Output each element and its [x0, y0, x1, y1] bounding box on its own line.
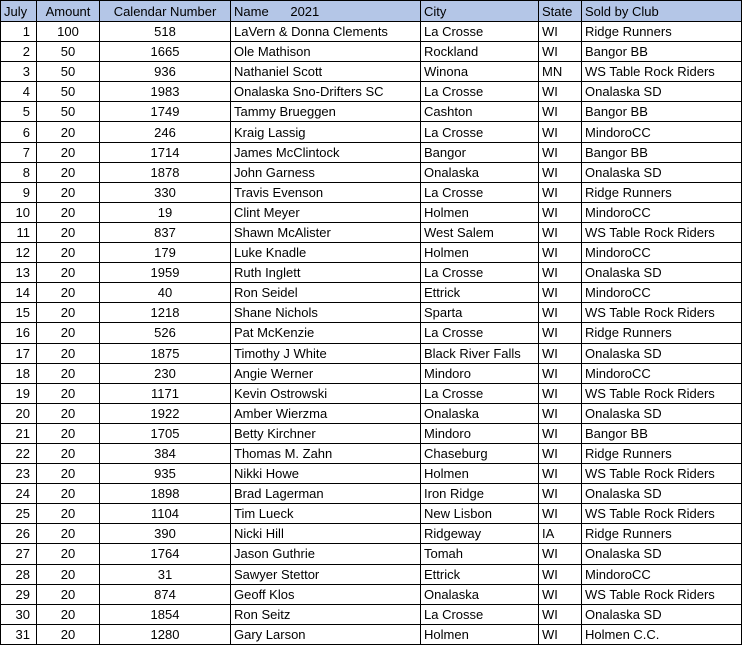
- table-row: [1, 62, 742, 82]
- cell-amount: 20: [37, 363, 100, 383]
- cell-july: 17: [1, 343, 37, 363]
- cell-name: Clint Meyer: [231, 202, 421, 222]
- cell-name: LaVern & Donna Clements: [231, 22, 421, 42]
- cell-name: Ron Seidel: [231, 283, 421, 303]
- cell-name: Angie Werner: [231, 363, 421, 383]
- cell-amount: 50: [37, 62, 100, 82]
- cell-club: Bangor BB: [582, 423, 742, 443]
- cell-calendar-number: 1983: [100, 82, 231, 102]
- cell-state: WI: [539, 22, 582, 42]
- cell-club: MindoroCC: [582, 564, 742, 584]
- cell-city: Winona: [421, 62, 539, 82]
- cell-state: WI: [539, 544, 582, 564]
- cell-city: Ettrick: [421, 564, 539, 584]
- cell-july: 15: [1, 303, 37, 323]
- table-row: [1, 263, 742, 283]
- cell-city: Holmen: [421, 624, 539, 644]
- cell-club: Onalaska SD: [582, 484, 742, 504]
- cell-club: WS Table Rock Riders: [582, 62, 742, 82]
- table-row: [1, 544, 742, 564]
- cell-name: Pat McKenzie: [231, 323, 421, 343]
- cell-name: Nathaniel Scott: [231, 62, 421, 82]
- cell-club: MindoroCC: [582, 283, 742, 303]
- cell-july: 5: [1, 102, 37, 122]
- cell-state: WI: [539, 624, 582, 644]
- cell-calendar-number: 1922: [100, 403, 231, 423]
- cell-club: WS Table Rock Riders: [582, 504, 742, 524]
- cell-state: WI: [539, 423, 582, 443]
- cell-state: WI: [539, 283, 582, 303]
- cell-state: WI: [539, 343, 582, 363]
- cell-state: WI: [539, 202, 582, 222]
- cell-amount: 20: [37, 604, 100, 624]
- table-row: [1, 403, 742, 423]
- cell-amount: 20: [37, 423, 100, 443]
- cell-name: Luke Knadle: [231, 243, 421, 263]
- table-row: [1, 383, 742, 403]
- cell-state: WI: [539, 464, 582, 484]
- cell-club: Onalaska SD: [582, 162, 742, 182]
- cell-july: 10: [1, 202, 37, 222]
- cell-name: Shawn McAlister: [231, 222, 421, 242]
- cell-amount: 20: [37, 182, 100, 202]
- cell-july: 6: [1, 122, 37, 142]
- cell-state: WI: [539, 122, 582, 142]
- cell-name: Travis Evenson: [231, 182, 421, 202]
- cell-name: Kevin Ostrowski: [231, 383, 421, 403]
- cell-calendar-number: 1171: [100, 383, 231, 403]
- header-state: State: [539, 1, 582, 22]
- cell-july: 13: [1, 263, 37, 283]
- cell-calendar-number: 936: [100, 62, 231, 82]
- table-row: [1, 443, 742, 463]
- cell-city: Ettrick: [421, 283, 539, 303]
- cell-club: Ridge Runners: [582, 524, 742, 544]
- cell-city: La Crosse: [421, 263, 539, 283]
- header-july: July: [1, 1, 37, 22]
- cell-club: Ridge Runners: [582, 182, 742, 202]
- header-amount: Amount: [37, 1, 100, 22]
- cell-july: 14: [1, 283, 37, 303]
- cell-july: 18: [1, 363, 37, 383]
- table-row: [1, 504, 742, 524]
- cell-club: MindoroCC: [582, 363, 742, 383]
- cell-name: Geoff Klos: [231, 584, 421, 604]
- cell-july: 24: [1, 484, 37, 504]
- cell-july: 9: [1, 182, 37, 202]
- cell-july: 19: [1, 383, 37, 403]
- cell-july: 12: [1, 243, 37, 263]
- header-calendar-number: Calendar Number: [100, 1, 231, 22]
- cell-amount: 20: [37, 403, 100, 423]
- cell-state: WI: [539, 142, 582, 162]
- table-row: [1, 624, 742, 644]
- cell-club: WS Table Rock Riders: [582, 383, 742, 403]
- cell-name: Ruth Inglett: [231, 263, 421, 283]
- cell-calendar-number: 1705: [100, 423, 231, 443]
- cell-amount: 20: [37, 544, 100, 564]
- cell-city: La Crosse: [421, 604, 539, 624]
- cell-club: Bangor BB: [582, 42, 742, 62]
- cell-name: Ron Seitz: [231, 604, 421, 624]
- table-row: [1, 42, 742, 62]
- cell-state: WI: [539, 604, 582, 624]
- cell-club: WS Table Rock Riders: [582, 222, 742, 242]
- cell-calendar-number: 837: [100, 222, 231, 242]
- cell-state: WI: [539, 363, 582, 383]
- cell-state: WI: [539, 82, 582, 102]
- cell-club: Bangor BB: [582, 142, 742, 162]
- cell-july: 11: [1, 222, 37, 242]
- cell-calendar-number: 246: [100, 122, 231, 142]
- cell-july: 28: [1, 564, 37, 584]
- cell-amount: 20: [37, 524, 100, 544]
- cell-calendar-number: 1854: [100, 604, 231, 624]
- cell-city: Onalaska: [421, 403, 539, 423]
- cell-july: 25: [1, 504, 37, 524]
- cell-city: Holmen: [421, 464, 539, 484]
- cell-july: 21: [1, 423, 37, 443]
- cell-amount: 50: [37, 42, 100, 62]
- cell-calendar-number: 1898: [100, 484, 231, 504]
- cell-july: 4: [1, 82, 37, 102]
- table-row: [1, 363, 742, 383]
- cell-calendar-number: 526: [100, 323, 231, 343]
- cell-club: Ridge Runners: [582, 323, 742, 343]
- table-row: [1, 22, 742, 42]
- cell-name: John Garness: [231, 162, 421, 182]
- cell-state: WI: [539, 323, 582, 343]
- cell-city: Iron Ridge: [421, 484, 539, 504]
- cell-amount: 20: [37, 343, 100, 363]
- cell-amount: 20: [37, 243, 100, 263]
- cell-amount: 20: [37, 564, 100, 584]
- cell-name: Nikki Howe: [231, 464, 421, 484]
- cell-calendar-number: 1959: [100, 263, 231, 283]
- table-row: [1, 584, 742, 604]
- cell-city: La Crosse: [421, 383, 539, 403]
- cell-club: Holmen C.C.: [582, 624, 742, 644]
- cell-state: WI: [539, 222, 582, 242]
- cell-state: WI: [539, 564, 582, 584]
- cell-city: Rockland: [421, 42, 539, 62]
- cell-state: WI: [539, 162, 582, 182]
- cell-state: WI: [539, 42, 582, 62]
- cell-club: WS Table Rock Riders: [582, 584, 742, 604]
- cell-amount: 20: [37, 504, 100, 524]
- cell-amount: 20: [37, 584, 100, 604]
- cell-state: IA: [539, 524, 582, 544]
- cell-club: Ridge Runners: [582, 22, 742, 42]
- cell-amount: 20: [37, 303, 100, 323]
- cell-calendar-number: 1875: [100, 343, 231, 363]
- cell-state: WI: [539, 383, 582, 403]
- cell-club: MindoroCC: [582, 122, 742, 142]
- cell-amount: 20: [37, 484, 100, 504]
- cell-amount: 20: [37, 122, 100, 142]
- cell-july: 2: [1, 42, 37, 62]
- cell-july: 31: [1, 624, 37, 644]
- cell-city: Mindoro: [421, 363, 539, 383]
- cell-city: Mindoro: [421, 423, 539, 443]
- cell-club: Onalaska SD: [582, 403, 742, 423]
- cell-city: Ridgeway: [421, 524, 539, 544]
- cell-club: WS Table Rock Riders: [582, 303, 742, 323]
- table-header: [1, 1, 742, 22]
- cell-calendar-number: 1714: [100, 142, 231, 162]
- table-row: [1, 604, 742, 624]
- cell-club: Onalaska SD: [582, 263, 742, 283]
- cell-amount: 20: [37, 222, 100, 242]
- cell-name: Betty Kirchner: [231, 423, 421, 443]
- cell-club: Bangor BB: [582, 102, 742, 122]
- cell-july: 20: [1, 403, 37, 423]
- header-city: City: [421, 1, 539, 22]
- cell-calendar-number: 1749: [100, 102, 231, 122]
- cell-state: WI: [539, 243, 582, 263]
- cell-club: Onalaska SD: [582, 544, 742, 564]
- cell-name: Tim Lueck: [231, 504, 421, 524]
- cell-name: Ole Mathison: [231, 42, 421, 62]
- cell-calendar-number: 1104: [100, 504, 231, 524]
- cell-city: Sparta: [421, 303, 539, 323]
- table-row: [1, 162, 742, 182]
- cell-july: 22: [1, 443, 37, 463]
- table-row: [1, 283, 742, 303]
- cell-july: 8: [1, 162, 37, 182]
- cell-calendar-number: 1218: [100, 303, 231, 323]
- cell-city: Onalaska: [421, 584, 539, 604]
- cell-state: WI: [539, 303, 582, 323]
- cell-calendar-number: 31: [100, 564, 231, 584]
- cell-amount: 20: [37, 162, 100, 182]
- cell-july: 27: [1, 544, 37, 564]
- cell-name: Brad Lagerman: [231, 484, 421, 504]
- cell-state: WI: [539, 584, 582, 604]
- cell-calendar-number: 40: [100, 283, 231, 303]
- table-row: [1, 122, 742, 142]
- cell-calendar-number: 518: [100, 22, 231, 42]
- table-row: [1, 423, 742, 443]
- cell-club: Onalaska SD: [582, 343, 742, 363]
- cell-state: MN: [539, 62, 582, 82]
- cell-july: 1: [1, 22, 37, 42]
- cell-city: Cashton: [421, 102, 539, 122]
- cell-city: Chaseburg: [421, 443, 539, 463]
- cell-state: WI: [539, 182, 582, 202]
- cell-name: Sawyer Stettor: [231, 564, 421, 584]
- cell-name: Gary Larson: [231, 624, 421, 644]
- cell-calendar-number: 1878: [100, 162, 231, 182]
- cell-name: Kraig Lassig: [231, 122, 421, 142]
- cell-calendar-number: 935: [100, 464, 231, 484]
- cell-name: Jason Guthrie: [231, 544, 421, 564]
- cell-calendar-number: 390: [100, 524, 231, 544]
- cell-name: Onalaska Sno-Drifters SC: [231, 82, 421, 102]
- cell-city: Holmen: [421, 202, 539, 222]
- cell-state: WI: [539, 403, 582, 423]
- cell-club: MindoroCC: [582, 202, 742, 222]
- cell-calendar-number: 330: [100, 182, 231, 202]
- cell-amount: 20: [37, 323, 100, 343]
- cell-city: West Salem: [421, 222, 539, 242]
- cell-calendar-number: 1665: [100, 42, 231, 62]
- cell-club: WS Table Rock Riders: [582, 464, 742, 484]
- cell-city: Tomah: [421, 544, 539, 564]
- cell-calendar-number: 874: [100, 584, 231, 604]
- header-sold-by-club: Sold by Club: [582, 1, 742, 22]
- cell-name: Nicki Hill: [231, 524, 421, 544]
- cell-amount: 100: [37, 22, 100, 42]
- table-row: [1, 343, 742, 363]
- cell-city: Onalaska: [421, 162, 539, 182]
- cell-name: Shane Nichols: [231, 303, 421, 323]
- cell-july: 26: [1, 524, 37, 544]
- table-row: [1, 222, 742, 242]
- cell-club: Ridge Runners: [582, 443, 742, 463]
- cell-club: Onalaska SD: [582, 82, 742, 102]
- cell-amount: 20: [37, 283, 100, 303]
- table-row: [1, 323, 742, 343]
- cell-state: WI: [539, 102, 582, 122]
- cell-july: 16: [1, 323, 37, 343]
- table-row: [1, 303, 742, 323]
- cell-calendar-number: 230: [100, 363, 231, 383]
- cell-amount: 20: [37, 443, 100, 463]
- table-body: [1, 22, 742, 645]
- cell-city: La Crosse: [421, 22, 539, 42]
- cell-state: WI: [539, 484, 582, 504]
- cell-amount: 50: [37, 102, 100, 122]
- table-row: [1, 564, 742, 584]
- table-row: [1, 102, 742, 122]
- cell-state: WI: [539, 504, 582, 524]
- cell-name: Amber Wierzma: [231, 403, 421, 423]
- cell-july: 30: [1, 604, 37, 624]
- cell-amount: 20: [37, 624, 100, 644]
- table-row: [1, 464, 742, 484]
- cell-calendar-number: 1280: [100, 624, 231, 644]
- cell-city: Bangor: [421, 142, 539, 162]
- cell-amount: 20: [37, 464, 100, 484]
- table-row: [1, 82, 742, 102]
- cell-calendar-number: 384: [100, 443, 231, 463]
- cell-state: WI: [539, 443, 582, 463]
- cell-city: La Crosse: [421, 182, 539, 202]
- cell-city: Black River Falls: [421, 343, 539, 363]
- header-name: Name 2021: [231, 1, 421, 22]
- cell-club: MindoroCC: [582, 243, 742, 263]
- cell-july: 23: [1, 464, 37, 484]
- cell-name: Tammy Brueggen: [231, 102, 421, 122]
- cell-july: 3: [1, 62, 37, 82]
- cell-name: Thomas M. Zahn: [231, 443, 421, 463]
- cell-calendar-number: 1764: [100, 544, 231, 564]
- cell-calendar-number: 179: [100, 243, 231, 263]
- cell-july: 7: [1, 142, 37, 162]
- cell-club: Onalaska SD: [582, 604, 742, 624]
- cell-amount: 20: [37, 202, 100, 222]
- table-row: [1, 182, 742, 202]
- table-row: [1, 484, 742, 504]
- table-row: [1, 524, 742, 544]
- table-row: [1, 142, 742, 162]
- cell-name: James McClintock: [231, 142, 421, 162]
- table-row: [1, 243, 742, 263]
- header-row: [1, 1, 742, 22]
- cell-amount: 20: [37, 263, 100, 283]
- cell-city: La Crosse: [421, 323, 539, 343]
- cell-amount: 20: [37, 142, 100, 162]
- cell-july: 29: [1, 584, 37, 604]
- cell-name: Timothy J White: [231, 343, 421, 363]
- cell-calendar-number: 19: [100, 202, 231, 222]
- table-row: [1, 202, 742, 222]
- cell-state: WI: [539, 263, 582, 283]
- cell-city: Holmen: [421, 243, 539, 263]
- cell-amount: 50: [37, 82, 100, 102]
- cell-city: La Crosse: [421, 82, 539, 102]
- cell-amount: 20: [37, 383, 100, 403]
- cell-city: New Lisbon: [421, 504, 539, 524]
- cell-city: La Crosse: [421, 122, 539, 142]
